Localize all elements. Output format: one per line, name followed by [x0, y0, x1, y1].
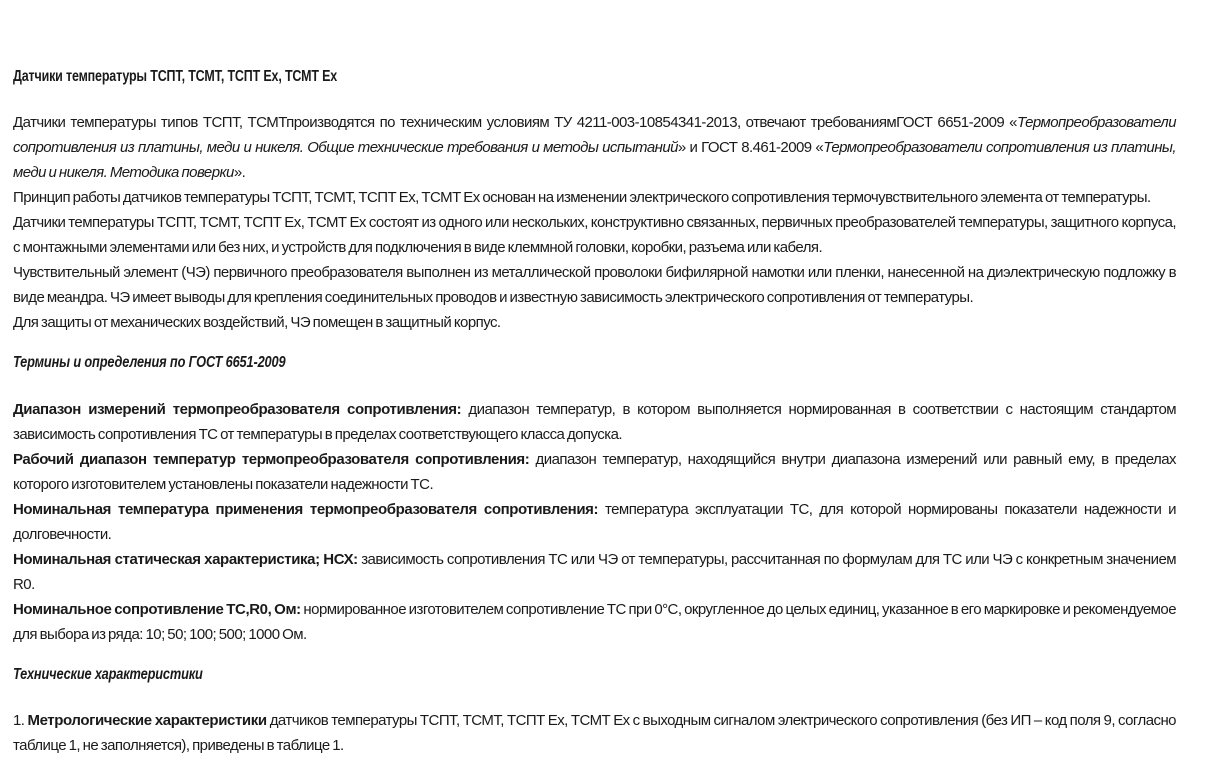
- term-name: Номинальная температура применения термопреобразователя сопротивления:: [13, 501, 599, 518]
- term-item: [13, 447, 1176, 497]
- term-item: [13, 397, 1176, 447]
- terms-heading: Термины и определения по ГОСТ 6651-2009: [13, 354, 286, 371]
- intro-paragraph-2: Принцип работы датчиков температуры ТСПТ, ТСМТ, ТСПТ Ex, ТСМТ Ex основан на изменении электрического сопротивления термочувствительного элемента от температуры.: [13, 189, 1151, 206]
- term-item: [13, 497, 1176, 547]
- term-item: [13, 597, 1176, 647]
- term-definition: диапазон температур, находящийся внутри диапазона измерений или равный ему, в пределах которого изготовителем установлены показатели надежности ТС.: [13, 451, 1176, 493]
- specs-heading: Технические характеристики: [13, 666, 203, 683]
- term-definition: диапазон температур, в котором выполняется нормированная в соответствии с настоящим стандартом зависимость сопротивления ТС от температуры в пределах соответствующего класса допуска.: [13, 401, 1177, 443]
- term-name: Номинальная статическая характеристика; НСХ:: [13, 551, 358, 568]
- term-name: Диапазон измерений термопреобразователя сопротивления:: [13, 401, 462, 418]
- term-definition: нормированное изготовителем сопротивление ТС при 0°С, округленное до целых единиц, указанное в его маркировке и рекомендуемое для выбора из ряда: 10; 50; 100; 500; 1000 Ом.: [13, 601, 1177, 643]
- intro-paragraph-5: Для защиты от механических воздействий, ЧЭ помещен в защитный корпус.: [13, 314, 501, 331]
- intro-paragraph-1: Датчики температуры типов ТСПТ, ТСМТпроизводятся по техническим условиям ТУ 4211-003-10854341-2013, отвечают требованиямГОСТ 6651-2009 «Термопреобразователи сопротивления из платины, меди и никеля. Общие технические требования и методы испытаний» и ГОСТ 8.461-2009 «Термопреобразователи сопротивления из платины, меди и никеля. Методика поверки».: [13, 114, 1176, 181]
- specs-paragraph-1: 1. Метрологические характеристики датчиков температуры ТСПТ, ТСМТ, ТСПТ Ex, ТСМТ Ex с выходным сигналом электрического сопротивления (без ИП – код поля 9, согласно таблице 1, не заполняется), приведены в таблице 1.: [13, 712, 1176, 754]
- term-name: Номинальное сопротивление ТС,R0, Ом:: [13, 601, 301, 618]
- term-definition: температура эксплуатации ТС, для которой нормированы показатели надежности и долговечности.: [13, 501, 1176, 543]
- term-item: [13, 547, 1176, 597]
- intro-paragraph-4: Чувствительный элемент (ЧЭ) первичного преобразователя выполнен из металлической проволоки бифилярной намотки или пленки, нанесенной на диэлектрическую подложку в виде меандра. ЧЭ имеет выводы для крепления соединительных проводов и известную зависимость электрического сопротивления от температуры.: [13, 264, 1176, 306]
- term-name: Рабочий диапазон температур термопреобразователя сопротивления:: [13, 451, 530, 468]
- page-title: Датчики температуры ТСПТ, ТСМТ, ТСПТ Ex, ТСМТ Ex: [13, 68, 338, 85]
- intro-paragraph-3: Датчики температуры ТСПТ, ТСМТ, ТСПТ Ex, ТСМТ Ex состоят из одного или нескольких, конструктивно связанных, первичных преобразователей температуры, защитного корпуса, с монтажными элементами или без них, и устройств для подключения в виде клеммной головки, коробки, разъема или кабеля.: [13, 214, 1176, 256]
- term-definition: зависимость сопротивления ТС или ЧЭ от температуры, рассчитанная по формулам для ТС или ЧЭ с конкретным значением R0.: [13, 551, 1176, 593]
